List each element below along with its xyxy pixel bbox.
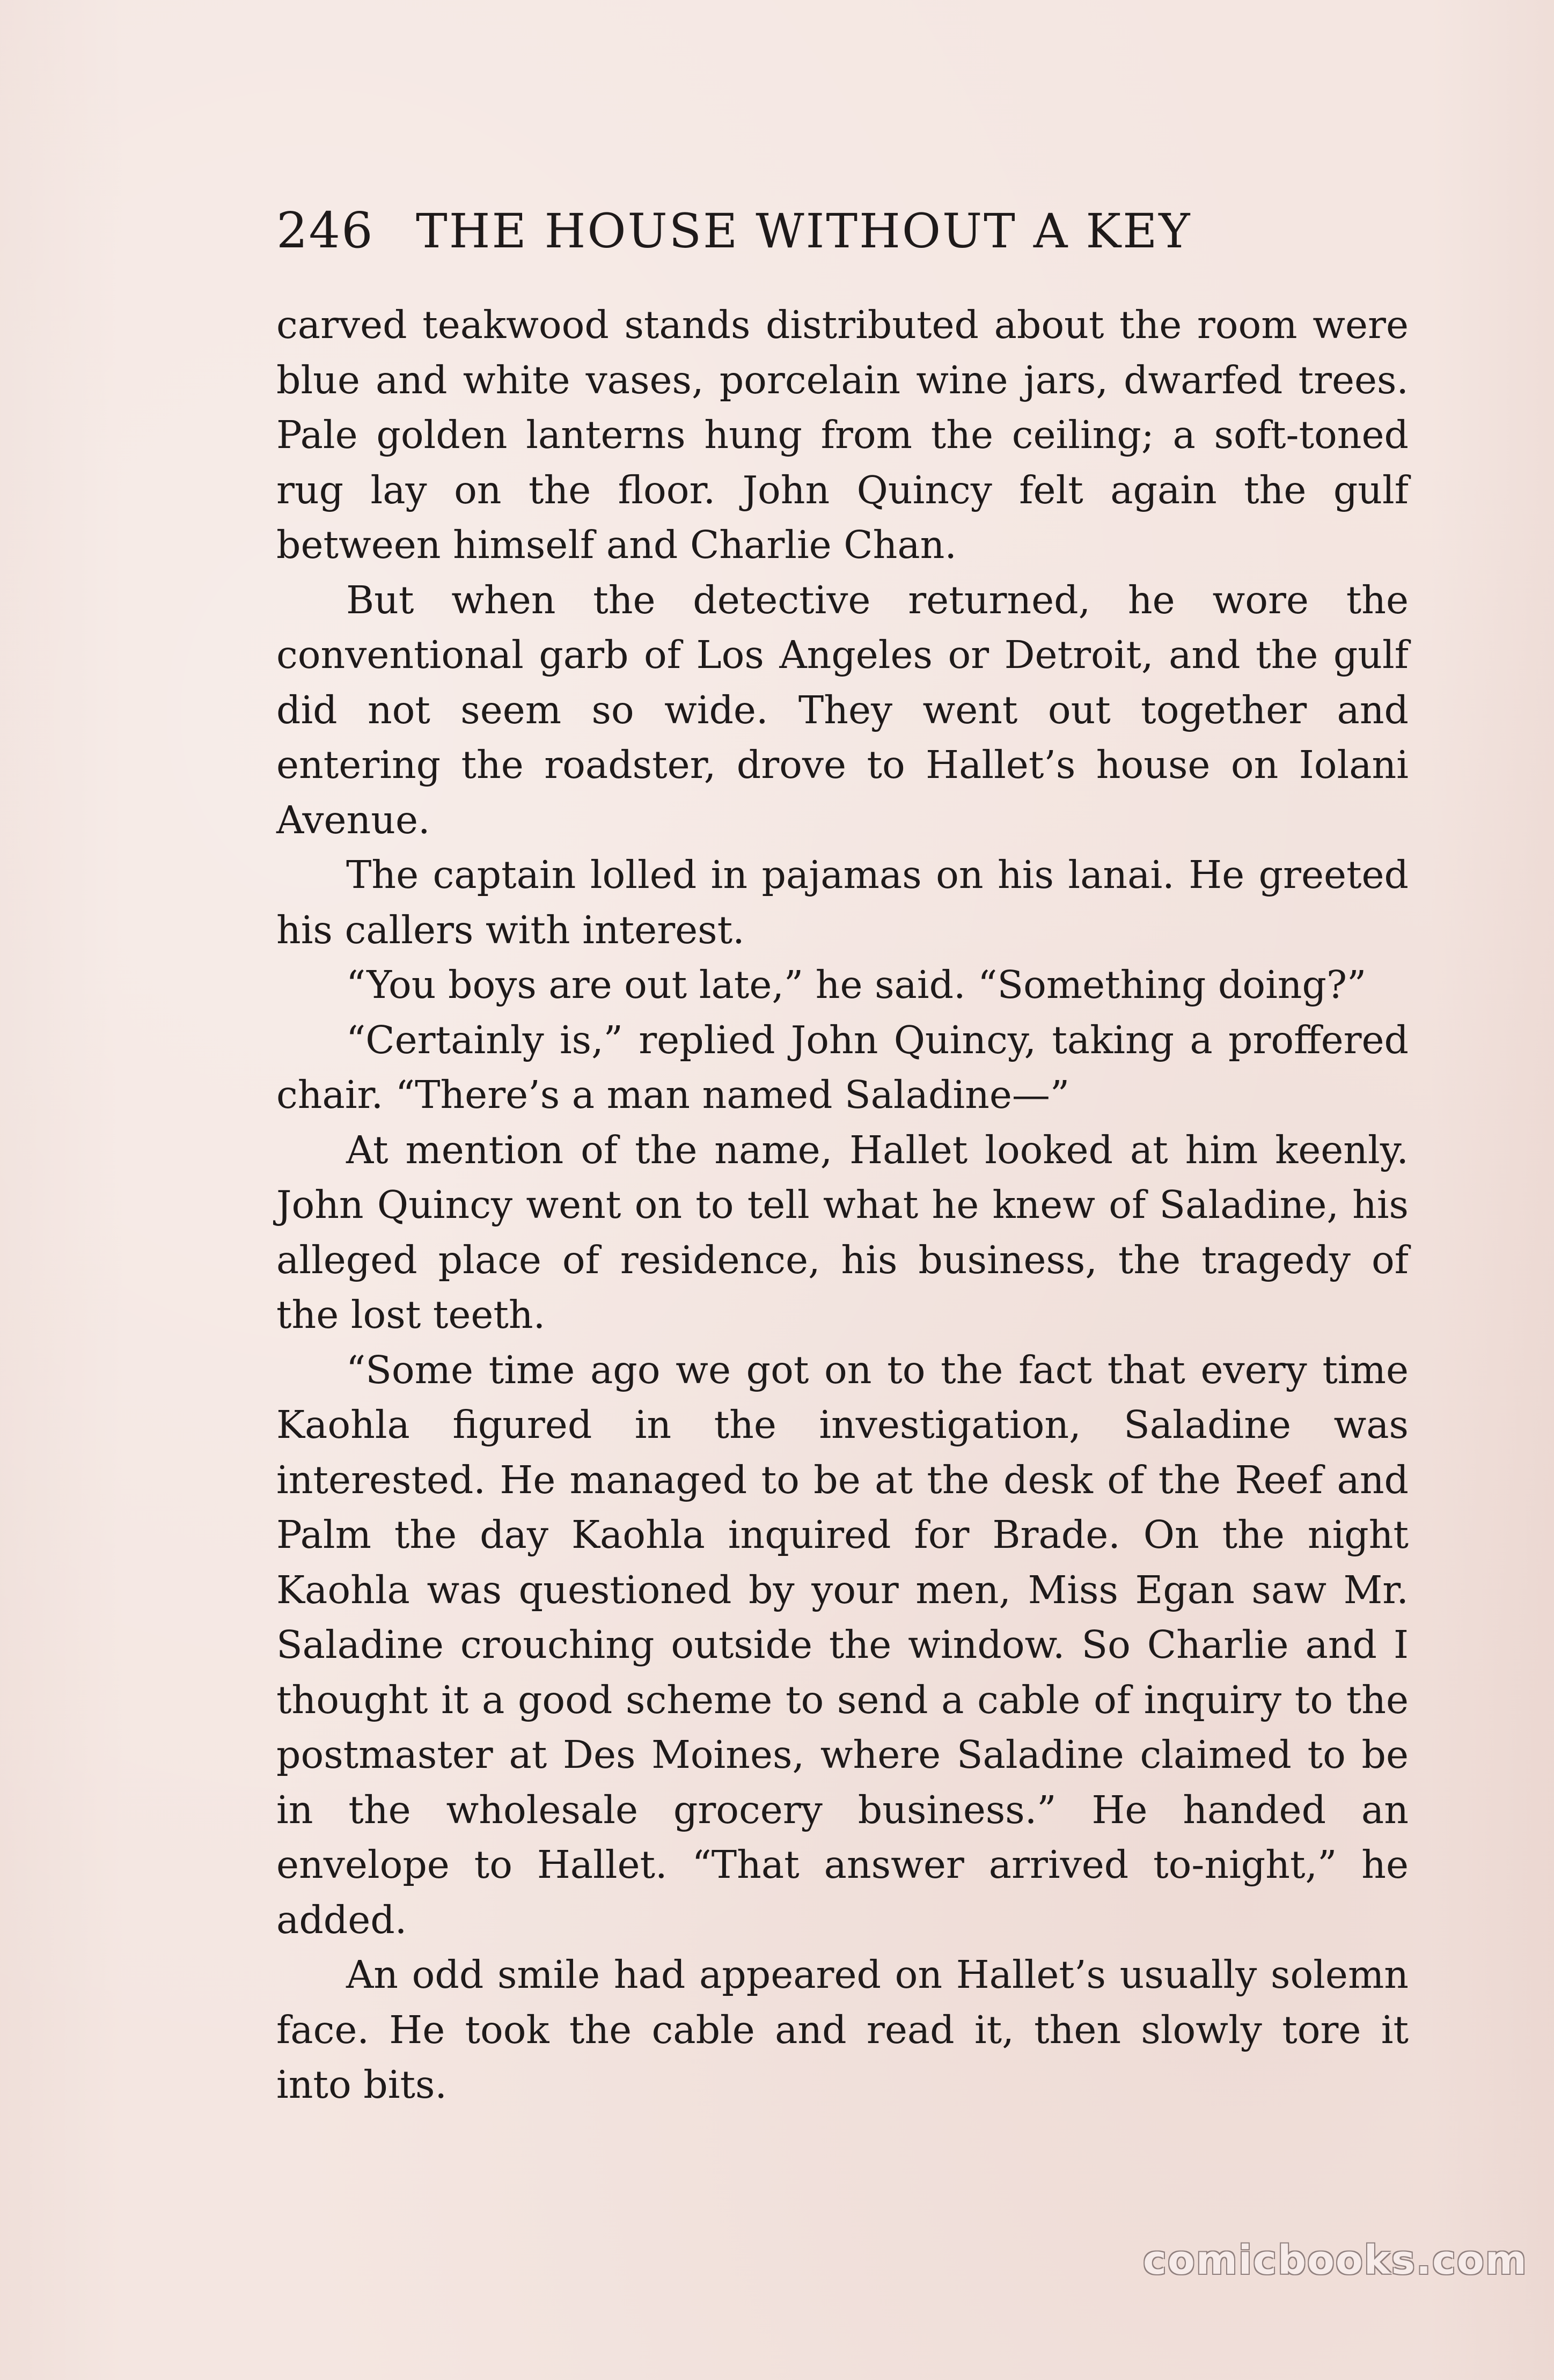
running-head — [276, 193, 1403, 268]
paragraph: “Certainly is,” replied John Quincy, taking a proffered chair. “There’s a man named Saladine—” — [276, 1017, 1409, 1117]
paragraph: At mention of the name, Hallet looked at him keenly. John Quincy went on to tell what he knew of Saladine, his alleged place of residence, his business, the tragedy of the lost teeth. — [276, 1127, 1409, 1337]
page-number: 246 — [276, 202, 374, 259]
book-title: THE HOUSE WITHOUT A KEY — [416, 203, 1192, 259]
watermark-logo: comicbooks.com — [1143, 2237, 1528, 2283]
paragraph: “Some time ago we got on to the fact that every time Kaohla figured in the investigation, Saladine was interested. He managed to be at the desk of the Reef and Palm the day Kaohla inquired for Brade. On the night Kaohla was questioned by your men, Miss Egan saw Mr. Saladine crouching outside the window. So Charlie and I thought it a good scheme to send a cable of inquiry to the postmaster at Des Moines, where Saladine claimed to be in the wholesale grocery business.” He handed an envelope to Hallet. “That answer arrived to-night,” he added. — [276, 1347, 1409, 1942]
body-text — [276, 298, 1409, 2113]
paragraph: The captain lolled in pajamas on his lanai. He greeted his callers with interest. — [276, 853, 1409, 952]
paragraph: carved teakwood stands distributed about the room were blue and white vases, porcelain wine jars, dwarfed trees. Pale golden lanterns hung from the ceiling; a soft-toned rug lay on the floor. John Quincy felt again the gulf between himself and Charlie Chan. — [276, 303, 1409, 567]
paragraph: “You boys are out late,” he said. “Something doing?” — [346, 963, 1367, 1007]
paragraph: An odd smile had appeared on Hallet’s usually solemn face. He took the cable and read it, then slowly tore it into bits. — [276, 1952, 1409, 2107]
paragraph: But when the detective returned, he wore the conventional garb of Los Angeles or Detroit, and the gulf did not seem so wide. They went out together and entering the roadster, drove to Hallet’s house on Iolani Avenue. — [276, 577, 1409, 842]
